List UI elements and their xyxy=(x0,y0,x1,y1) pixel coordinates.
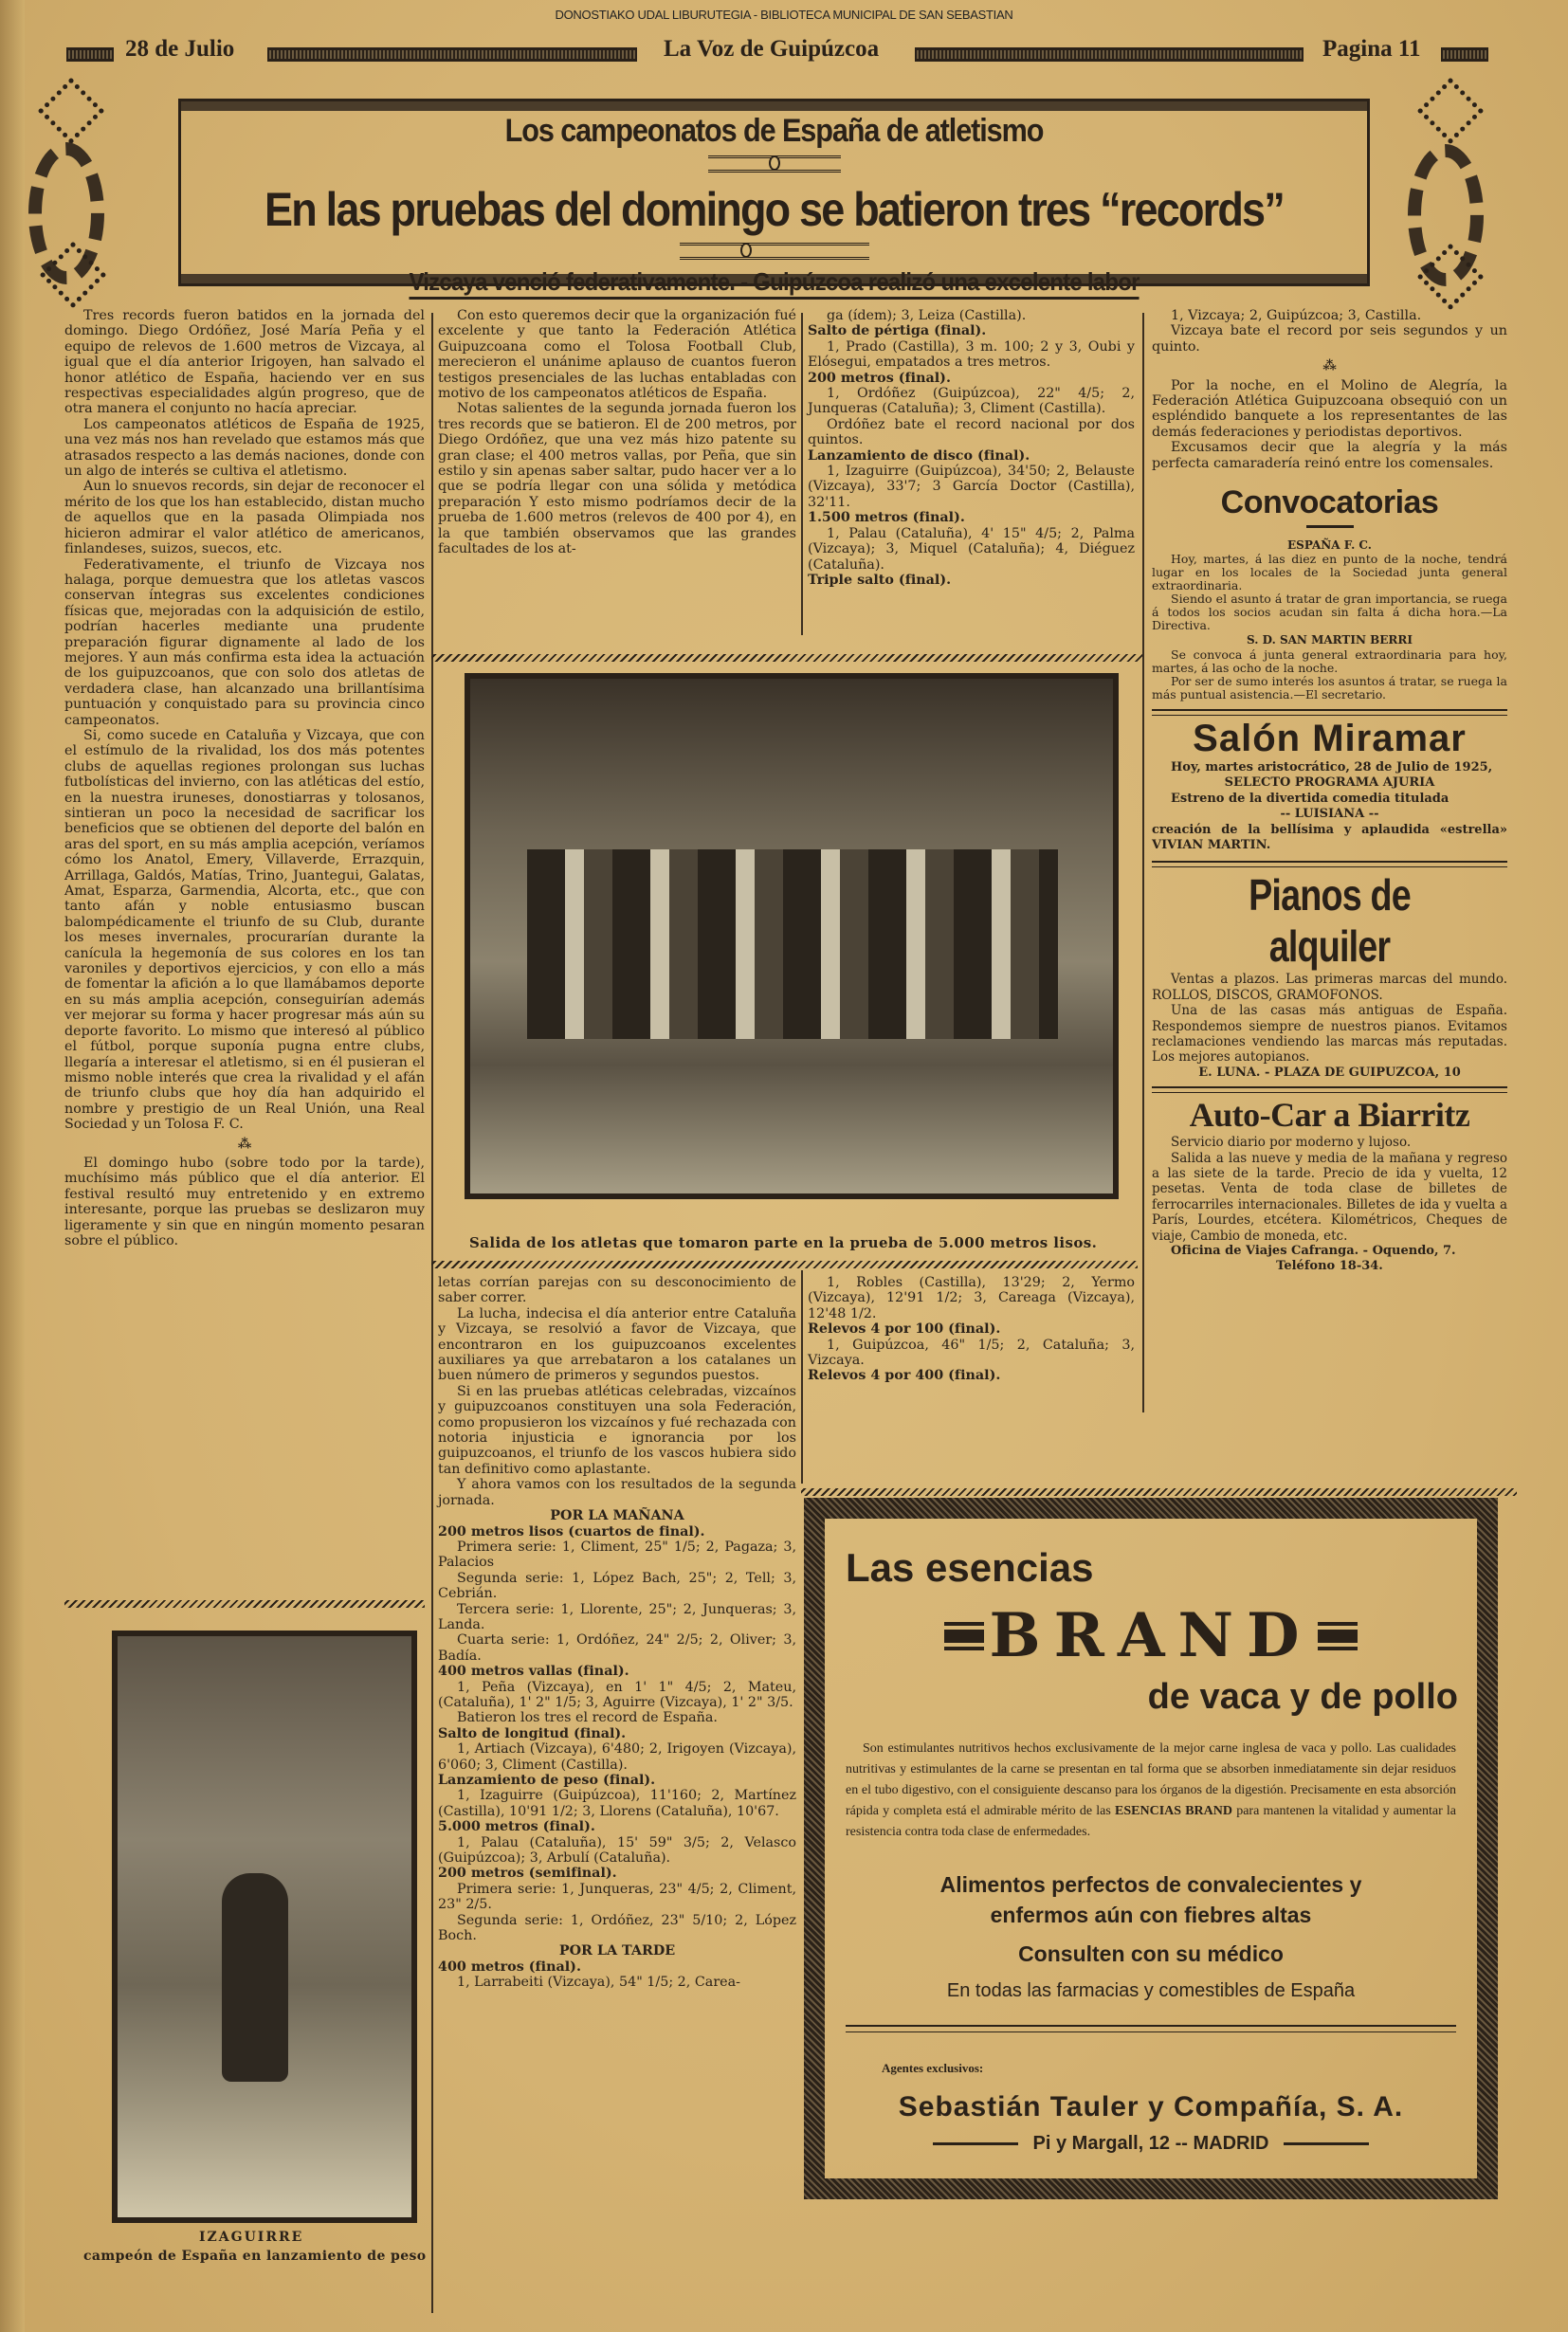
divider xyxy=(1152,861,1507,867)
wavy-rule xyxy=(64,1600,425,1608)
photo-left-caption: campeón de España en lanzamiento de peso xyxy=(83,2249,427,2264)
article-column-4 xyxy=(1152,308,1507,1275)
results-column-2-bottom xyxy=(438,1275,796,1991)
column-rule xyxy=(431,313,433,2313)
event-heading: POR LA TARDE xyxy=(558,1943,676,1959)
ornament-diamond-icon xyxy=(38,78,105,145)
column-rule xyxy=(801,1270,803,1484)
ad-line: creación de la bellísima y aplaudida «estrella» VIVIAN MARTIN. xyxy=(1152,822,1507,852)
notice-paragraph: Siendo el asunto á tratar de gran importancia, se ruega á todos los socios acudan sin falta á dicha hora.—La Directiva. xyxy=(1152,592,1507,633)
result-line: Segunda serie: 1, Ordóñez, 23" 5/10; 2, López Boch. xyxy=(438,1912,796,1944)
divider xyxy=(846,2025,1456,2032)
result-line: ga (ídem); 3, Leiza (Castilla). xyxy=(827,308,1027,323)
event-heading: 400 metros vallas (final). xyxy=(438,1664,629,1680)
photo-5000m-start xyxy=(465,673,1119,1199)
divider-ornament xyxy=(680,243,869,260)
result-line: Tercera serie: 1, Llorente, 25"; 2, Junqueras; 3, Landa. xyxy=(438,1601,796,1632)
result-line: 1, Vizcaya; 2, Guipúzcoa; 3, Castilla. xyxy=(1171,308,1422,323)
article-paragraph: Notas salientes de la segunda jornada fueron los tres records que se batieron. El de 200 metros, por Diego Ordóñez, que una vez más hizo patente su gran clase; el 400 metros vallas, por Peña, que sin estilo y sin apenas saber saltar, pudo hacer ver a lo que se podría llegar con una sólida y metódica preparación Y esto mismo podríamos decir de la prueba de 1.600 metros (relevos de 400 por 4), en la que también observamos que las grandes facultades de los at- xyxy=(438,401,796,557)
brand-body-bold: ESENCIAS BRAND xyxy=(1115,1804,1232,1818)
folio-paper-name: La Voz de Guipúzcoa xyxy=(664,36,880,62)
event-heading: 200 metros (final). xyxy=(808,370,951,386)
headline-subtitle: Vizcaya venció federativamente. - Guipúzcoa realizó una excelente labor xyxy=(409,267,1139,300)
result-line: 1, Izaguirre (Guipúzcoa), 11'160; 2, Martínez (Castilla), 10'91 1/2; 3, Llorens (Cataluña), 10'67. xyxy=(438,1788,796,1819)
article-paragraph: Tres records fueron batidos en la jornada del domingo. Diego Ordóñez, José María Peña y el equipo de relevos de 1.600 metros de Vizcaya, al igual que el día anterior Irigoyen, han salvado el honor atlético de España, haciendo ver en sus respectivas especialidades algún progreso, que de otra manera el conjunto no hacía apreciar. xyxy=(64,308,425,417)
convocatorias-title: Convocatorias xyxy=(1220,484,1439,521)
result-line: 1, Larrabeiti (Vizcaya), 54" 1/5; 2, Carea- xyxy=(457,1975,740,1991)
result-line: Primera serie: 1, Junqueras, 23" 4/5; 2, Climent, 23" 2/5. xyxy=(438,1881,796,1913)
pianos-title: Pianos de alquiler xyxy=(1249,870,1411,972)
divider xyxy=(1152,709,1507,716)
result-line: Y ahora vamos con los resultados de la segunda jornada. xyxy=(438,1477,796,1508)
ad-line: Ventas a plazos. Las primeras marcas del mundo. ROLLOS, DISCOS, GRAMOFONOS. xyxy=(1152,972,1507,1003)
divider xyxy=(1306,525,1354,528)
article-paragraph: Vizcaya bate el record por seis segundos y un quinto. xyxy=(1152,323,1507,355)
ad-line: Salida a las nueve y media de la mañana y regreso a las siete de la tarde. Precio de ida y vuelta, 12 pesetas. Venta de toda clase de billetes de ferrocarriles internacionales. Billetes de ida y vuelta a París, Lourdes, etcétera. Kilométricos, Cheques de viaje, Cambio de moneda, etc. xyxy=(1152,1150,1507,1244)
brand-logo xyxy=(825,1600,1477,1671)
event-heading: 1.500 metros (final). xyxy=(808,510,965,526)
article-paragraph: Por la noche, en el Molino de Alegría, la Federación Atlética Guipuzcoana obsequió con un espléndido banquete a los representantes de las demás federaciones y periodistas deportivos. xyxy=(1152,377,1507,440)
club-name: S. D. SAN MARTIN BERRI xyxy=(1247,633,1413,647)
autocar-title: Auto-Car a Biarritz xyxy=(1189,1096,1470,1135)
result-line: 1, Artiach (Vizcaya), 6'480; 2, Irigoyen (Vizcaya), 6'060; 3, Climent (Castilla). xyxy=(438,1741,796,1773)
result-line: 1, Peña (Vizcaya), en 1' 1" 4/5; 2, Mateu, (Cataluña), 1' 2" 1/5; 3, Aguirre (Vizcaya), 1' 2" 3/5. xyxy=(438,1679,796,1710)
event-heading: 400 metros (final). xyxy=(438,1959,581,1975)
result-line: La lucha, indecisa el día anterior entre Cataluña y Vizcaya, se resolvió a favor de Vizcaya, que encontraron en los guipuzcoanos excelentes auxiliares ya que arrebataron a los catalanes un buen número de primeros y segundos puestos. xyxy=(438,1305,796,1384)
headline-kicker: Los campeonatos de España de atletismo xyxy=(504,113,1044,149)
article-paragraph: Con esto queremos decir que la organización fué excelente y que tanto la Federación Atlética Guipuzcoana como el Tolosa Football Club, merecieron el unánime aplauso de cuantos fueron testigos presenciales de las luchas entabladas con motivo de los campeonatos atléticos de España. xyxy=(438,308,796,402)
article-paragraph: Aun lo snuevos records, sin dejar de reconocer el mérito de los que los han establecido, distan mucho de aquellos que en la pasada Olimpiada nos hicieron admirar el valor atlético de americanos, finlandeses, suizos, suecos, etc. xyxy=(64,479,425,557)
column-rule xyxy=(801,313,803,635)
event-heading: Salto de pértiga (final). xyxy=(808,323,987,339)
ad-address: E. LUNA. - PLAZA DE GUIPUZCOA, 10 xyxy=(1198,1065,1461,1080)
article-paragraph: Si, como sucede en Cataluña y Vizcaya, que con el estímulo de la rivalidad, los dos más potentes clubs de aquellas regiones prolongan sus luchas futbolísticas del invierno, con las atléticas del estío, en la nuestra iruneses, donostiarras y tolosanos, sintieran un poco la necesidad de sacrificar los beneficios que se obtienen del deporte del balón en aras del sport, en su más amplia acepción, veríamos cómo los Anatol, Emery, Villaverde, Errazquin, Arrillaga, Galdós, Matías, Trino, Juantegui, Galatas, Amat, Esparza, Garmendia, Alcorta, etc., que con tanto afán y noble entusiasmo buscan balompédicamente el triunfo de su Club, durante los meses invernales, procurarían durante la canícula la hegemonía de sus colores en los tan varoniles y deportivos ejercicios, y con ello a más de fomentar la afición a lo que llamábamos deporte en su más amplia acepción, conseguirían además ver mejorar su forma y hacer progresar más aún su deporte favorito. Lo mismo que interesó al público el fútbol, porque suponía pugna entre clubs, llegaría a interesar el atletismo, si en él pusieran el mismo noble interés que crea la rivalidad y el afán de triunfo clubs que hoy día han adquirido el nombre y prestigio de un Real Unión, una Real Sociedad y un Tolosa F. C. xyxy=(64,727,425,1133)
result-line: Cuarta serie: 1, Ordóñez, 24" 2/5; 2, Oliver; 3, Badía. xyxy=(438,1632,796,1664)
headline-main: En las pruebas del domingo se batieron tres “records” xyxy=(264,183,1284,236)
result-line: 1, Robles (Castilla), 13'29; 2, Yermo (Vizcaya), 12'91 1/2; 3, Careaga (Vizcaya), 12'48 1/2. xyxy=(808,1275,1135,1321)
ad-line: Servicio diario por moderno y lujoso. xyxy=(1171,1135,1412,1151)
rule xyxy=(933,2142,1018,2145)
results-column-3-top xyxy=(808,308,1135,588)
event-heading: Lanzamiento de peso (final). xyxy=(438,1773,656,1788)
brand-agents-label: Agentes exclusivos: xyxy=(882,2061,984,2075)
result-line: 1, Prado (Castilla), 3 m. 100; 2 y 3, Oubi y Elósegui, empatados a tres metros. xyxy=(808,338,1135,371)
article-column-1 xyxy=(64,308,425,1248)
ornament-diamond-icon xyxy=(1417,78,1485,145)
event-heading: Salto de longitud (final). xyxy=(438,1725,627,1741)
brand-body-text: Son estimulantes nutritivos hechos exclusivamente de la mejor carne inglesa de vaca y pollo. Las cualidades nutritivas y estimulantes de la carne se presentan en tal forma que se absorben inmediatamente sin dejar residuos en el tubo digestivo, con el consiguiente descanso para los órganos de la digestión. Precisamente en esta absorción rápida y completa está el admirable mérito de las xyxy=(846,1741,1456,1818)
miramar-title: Salón Miramar xyxy=(1193,717,1467,759)
notice-paragraph: Se convoca á junta general extraordinaria para hoy, martes, á las ocho de la noche. xyxy=(1152,647,1507,675)
article-paragraph: Los campeonatos atléticos de España de 1925, una vez más nos han revelado que estamos más que atrasados respecto a las demás naciones, donde con un algo de interés se cultiva el atletismo. xyxy=(64,416,425,480)
divider-ornament xyxy=(708,155,841,173)
folio-rule xyxy=(267,47,637,62)
brand-slogan: Alimentos perfectos de convalecientes y enfermos aún con fiebres altas xyxy=(939,1872,1362,1927)
athletes-row xyxy=(527,849,1058,1039)
brand-body-text: para mantenen la vitalidad y aumentar la resistencia contra toda clase de enfermedades. xyxy=(846,1804,1457,1839)
result-line: 1, Ordóñez (Guipúzcoa), 22" 4/5; 2, Junqueras (Cataluña); 3, Climent (Castilla). xyxy=(808,386,1135,417)
asterism: ⁂ xyxy=(1322,358,1337,374)
folio-rule xyxy=(1441,47,1488,62)
rule xyxy=(1284,2142,1369,2145)
logo-bars-icon xyxy=(944,1622,984,1650)
divider xyxy=(1152,1086,1507,1093)
ad-line: Una de las casas más antiguas de España. Respondemos siempre de nuestros pianos. Evitamos reclamaciones vendiendo las marcas más reputadas. Los mejores autopianos. xyxy=(1152,1003,1507,1066)
ad-line: Estreno de la divertida comedia titulada xyxy=(1171,791,1449,806)
event-heading: Lanzamiento de disco (final). xyxy=(808,447,1030,464)
ad-line: -- LUISIANA -- xyxy=(1280,807,1379,822)
folio-page-number: Pagina 11 xyxy=(1322,36,1421,62)
club-name: ESPAÑA F. C. xyxy=(1287,538,1372,553)
brand-ad xyxy=(804,1498,1498,2199)
ad-line: Hoy, martes aristocrático, 28 de Julio de 1925, xyxy=(1171,759,1493,774)
athlete-figure xyxy=(222,1873,288,2082)
article-column-2-top xyxy=(438,308,796,557)
asterism: ⁂ xyxy=(237,1136,252,1152)
article-paragraph: Federativamente, el triunfo de Vizcaya nos halaga, porque demuestra que los atletas vascos conservan íntegras sus excelentes condiciones físicas que, mejoradas con la adquisición de estilo, podrían hacerles mediante una prudente preparación figurar dignamente al lado de los mejores. Y aun más confirma esta idea la actuación de los guipuzcoanos, que con solo dos atletas de verdadera clase, han alcanzado una brillantísima puntuación y conquistado para su provincia cinco campeonatos. xyxy=(64,556,425,728)
notice-paragraph: Hoy, martes, á las diez en punto de la noche, tendrá lugar en los locales de la Sociedad junta general extraordinaria. xyxy=(1152,552,1507,593)
event-heading: POR LA MAÑANA xyxy=(550,1508,684,1524)
brand-name: BRAND xyxy=(989,1600,1313,1671)
brand-ad-line2: de vaca y de pollo xyxy=(1147,1677,1458,1717)
wavy-rule xyxy=(431,1261,1138,1268)
event-heading: Relevos 4 por 400 (final). xyxy=(808,1368,1001,1384)
event-heading: Triple salto (final). xyxy=(808,572,952,588)
wavy-rule xyxy=(801,1488,1517,1496)
result-line: 1, Palau (Cataluña), 15' 59" 3/5; 2, Velasco (Guipúzcoa); 3, Arbulí (Cataluña). xyxy=(438,1834,796,1867)
result-line: Si en las pruebas atléticas celebradas, vizcaínos y guipuzcoanos constituyen una sola Federación, como propusieron los vizcaínos y fué rechazada con notoria injusticia e ignorancia por los guipuzcoanos, el triunfo de los vascos hubiera sido tan definitivo como aplastante. xyxy=(438,1383,796,1477)
result-line: letas corrían parejas con su desconocimiento de saber correr. xyxy=(438,1275,796,1306)
result-line: Primera serie: 1, Climent, 25" 1/5; 2, Pagaza; 3, Palacios xyxy=(438,1539,796,1571)
event-heading: Relevos 4 por 100 (final). xyxy=(808,1321,1001,1338)
ad-line: SELECTO PROGRAMA AJURIA xyxy=(1224,775,1435,791)
brand-consult: Consulten con su médico xyxy=(1018,1941,1284,1966)
ad-office: Oficina de Viajes Cafranga. - Oquendo, 7. xyxy=(1171,1244,1456,1258)
result-line: 1, Palau (Cataluña), 4' 15" 4/5; 2, Palma (Vizcaya); 3, Miquel (Cataluña); 4, Diéguez (Cataluña). xyxy=(808,525,1135,573)
brand-address-line xyxy=(825,2133,1477,2155)
folio-date: 28 de Julio xyxy=(125,36,235,62)
results-column-3-bottom xyxy=(808,1275,1135,1384)
library-watermark: DONOSTIAKO UDAL LIBURUTEGIA - BIBLIOTECA MUNICIPAL DE SAN SEBASTIAN xyxy=(555,8,1013,22)
result-line: Batieron los tres el record de España. xyxy=(457,1710,718,1726)
photo-left-caption-name: IZAGUIRRE xyxy=(199,2230,304,2245)
photo-main-caption: Salida de los atletas que tomaron parte en la prueba de 5.000 metros lisos. xyxy=(469,1234,1098,1251)
result-line: Ordóñez bate el record nacional por dos quintos. xyxy=(808,416,1135,448)
brand-ad-body xyxy=(846,1739,1456,1843)
article-paragraph: El domingo hubo (sobre todo por la tarde), muchísimo más público que el día anterior. El festival resultó muy entretenido y en extremo interesante, porque las pruebas se deslizaron muy ligeramente y sin que en ningún momento pesaran sobre el público. xyxy=(64,1155,425,1248)
wavy-rule xyxy=(431,654,1142,662)
event-heading: 5.000 metros (final). xyxy=(438,1819,595,1835)
ad-phone: Teléfono 18-34. xyxy=(1276,1259,1383,1274)
logo-bars-icon xyxy=(1318,1622,1358,1650)
event-heading: 200 metros lisos (cuartos de final). xyxy=(438,1523,705,1539)
headline-box xyxy=(178,99,1370,296)
brand-where: En todas las farmacias y comestibles de España xyxy=(946,1980,1356,2001)
article-paragraph: Excusamos decir que la alegría y la más perfecta camaradería reinó entre los comensales. xyxy=(1152,440,1507,471)
folio-rule xyxy=(66,47,114,62)
notice-paragraph: Por ser de sumo interés los asuntos á tratar, se ruega la más puntual asistencia.—El secretario. xyxy=(1152,673,1507,701)
result-line: 1, Izaguirre (Guipúzcoa), 34'50; 2, Belauste (Vizcaya), 33'7; 3 García Doctor (Castilla), 32'11. xyxy=(808,464,1135,510)
result-line: 1, Guipúzcoa, 46" 1/5; 2, Cataluña; 3, Vizcaya. xyxy=(808,1337,1135,1369)
brand-ad-line1: Las esencias xyxy=(846,1545,1094,1590)
photo-izaguirre-shot-put xyxy=(112,1631,417,2223)
result-line: Segunda serie: 1, López Bach, 25"; 2, Tell; 3, Cebrián. xyxy=(438,1570,796,1602)
event-heading: 200 metros (semifinal). xyxy=(438,1866,617,1882)
column-rule xyxy=(1142,313,1144,1412)
folio-rule xyxy=(915,47,1304,62)
brand-agent-name: Sebastián Tauler y Compañía, S. A. xyxy=(898,2091,1404,2122)
page-edge-shadow xyxy=(0,0,25,2332)
brand-address: Pi y Margall, 12 -- MADRID xyxy=(1032,2133,1269,2154)
